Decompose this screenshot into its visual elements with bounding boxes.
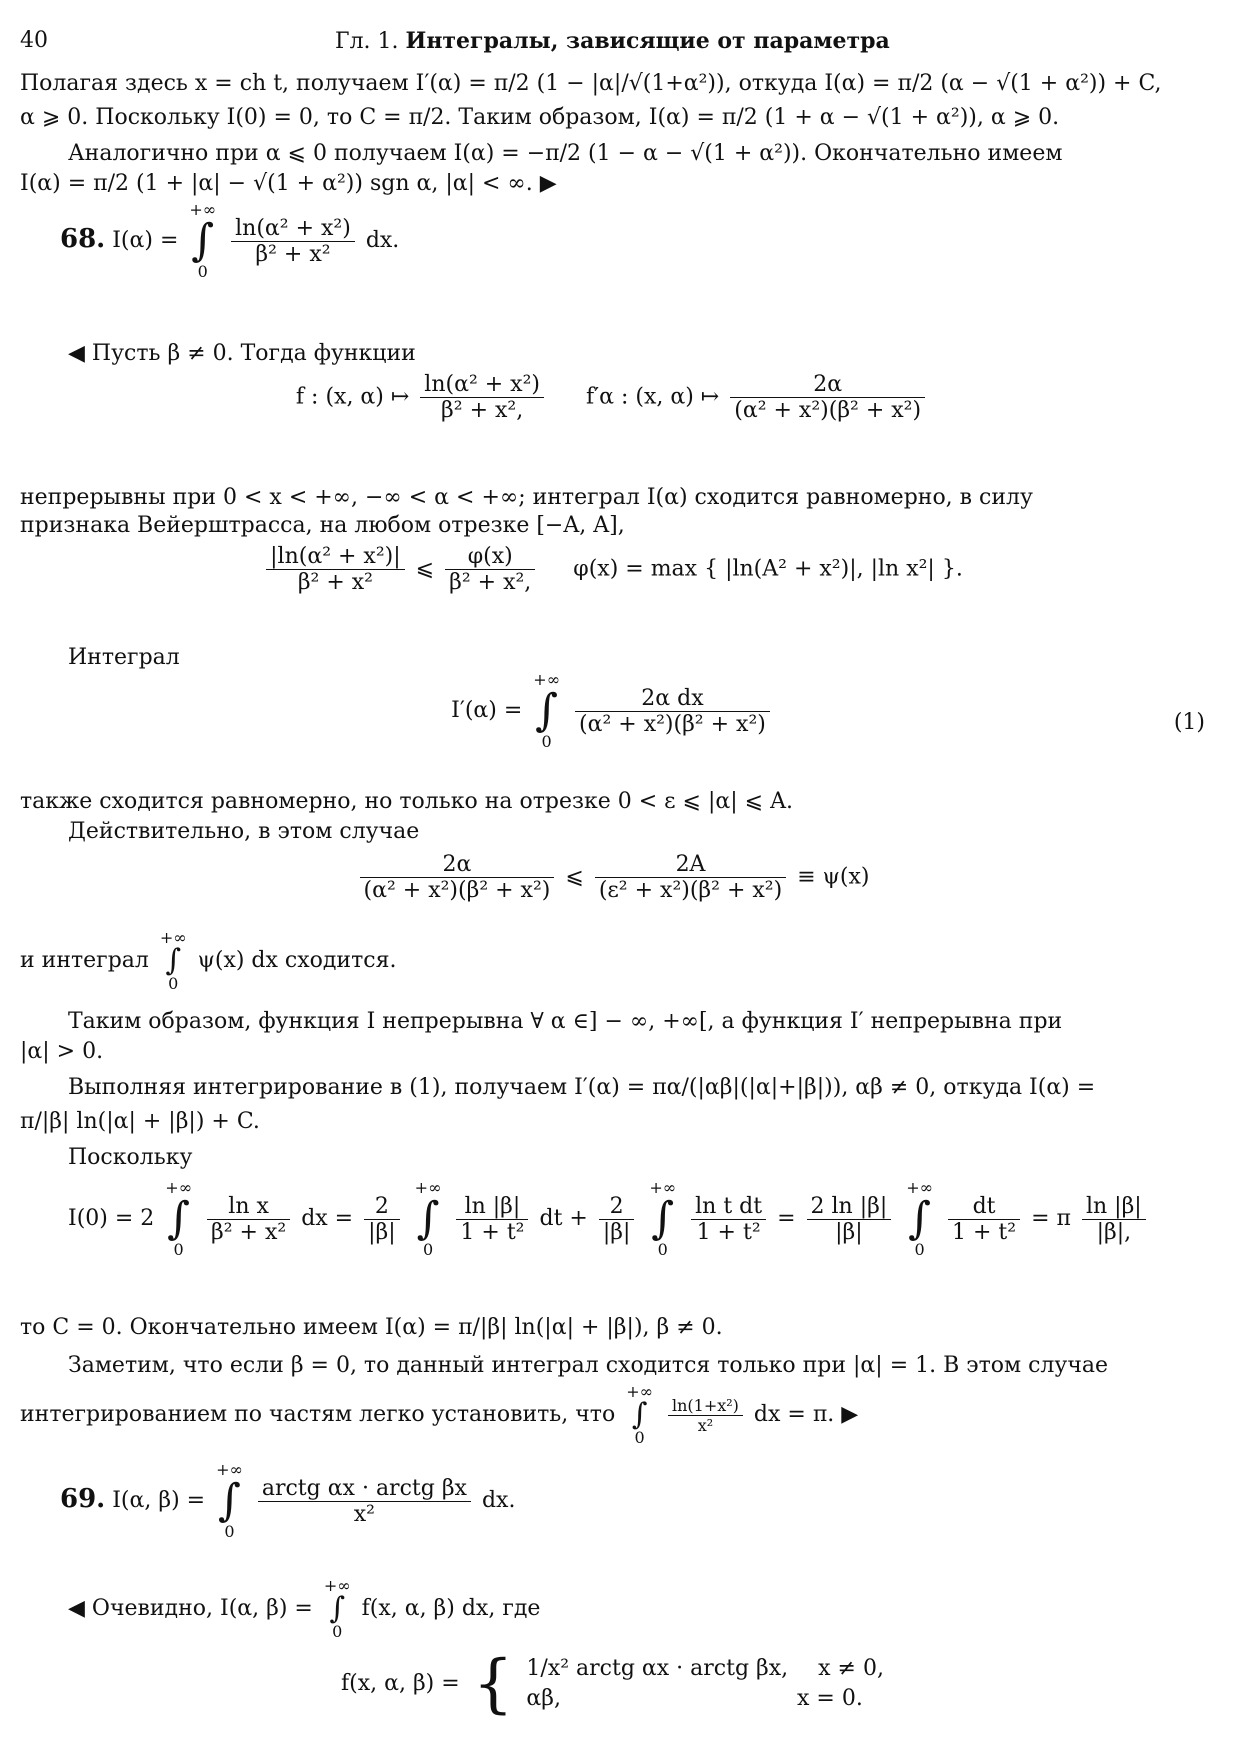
text-line: α ⩾ 0. Поскольку I(0) = 0, то C = π/2. Таким образом, I(α) = π/2 (1 + α − √(1 + α²)), α ⩾ 0. <box>20 105 1060 130</box>
numerator: |ln(α² + x²)| <box>266 544 405 570</box>
numerator: dt <box>948 1194 1020 1220</box>
denominator: 1 + t² <box>460 1219 525 1245</box>
case-condition: x ≠ 0, <box>818 1656 884 1681</box>
integral-sign: +∞ ∫ 0 <box>189 200 217 281</box>
text: = <box>777 1206 796 1231</box>
fraction <box>456 1194 528 1245</box>
textbook-page <box>20 22 1205 1732</box>
text-line: также сходится равномерно, но только на отрезке 0 < ε ⩽ |α| ⩽ A. <box>20 789 793 814</box>
fraction <box>1082 1194 1146 1245</box>
upper-limit: +∞ <box>906 1178 933 1197</box>
text-line: Полагая здесь x = ch t, получаем I′(α) = π/2 (1 − |α|/√(1+α²)), откуда I(α) = π/2 (α − √(1 + α²)) + C, <box>20 71 1162 96</box>
lower-limit: 0 <box>168 974 179 993</box>
problem-69-statement <box>60 1462 515 1540</box>
fraction <box>445 544 535 595</box>
numerator: ln |β| <box>1082 1194 1146 1220</box>
note-integral-line <box>20 1384 858 1446</box>
denominator: (α² + x²)(β² + x²) <box>579 711 766 737</box>
integral-sign: +∞ ∫ 0 <box>533 670 561 751</box>
denominator: β² + x² <box>297 570 373 595</box>
solution-69-intro <box>68 1578 540 1640</box>
equation-lhs: I(α, β) = <box>112 1488 206 1513</box>
fraction <box>730 372 925 423</box>
lower-limit: 0 <box>224 1522 235 1541</box>
integral-sign: +∞ ∫ 0 <box>414 1178 442 1259</box>
text-line: Выполняя интегрирование в (1), получаем I′(α) = πα/(|αβ|(|α|+|β|)), αβ ≠ 0, откуда I(α) = <box>68 1075 1096 1100</box>
lower-limit: 0 <box>914 1240 925 1259</box>
equation-number: (1) <box>1173 710 1205 735</box>
lower-limit: 0 <box>332 1622 343 1641</box>
text: ψ(x) dx сходится. <box>197 948 397 973</box>
text: интегрированием по частям легко установить, что <box>20 1402 616 1427</box>
text-line: Интеграл <box>68 645 180 670</box>
numerator: 2α <box>360 852 555 878</box>
fraction <box>207 1194 290 1245</box>
text: = π <box>1031 1206 1071 1231</box>
upper-limit: +∞ <box>323 1576 351 1595</box>
text-line: Действительно, в этом случае <box>68 819 420 844</box>
differential: dx. <box>365 228 400 253</box>
fraction <box>595 852 786 903</box>
numerator: 2 <box>364 1194 400 1220</box>
numerator: ln x <box>207 1194 290 1220</box>
text-line: непрерывны при 0 < x < +∞, −∞ < α < +∞; интеграл I(α) сходится равномерно, в силу <box>20 485 1033 510</box>
fraction <box>258 1476 471 1527</box>
running-header <box>20 28 1205 62</box>
lower-limit: 0 <box>657 1240 668 1259</box>
numerator: ln t dt <box>691 1194 766 1220</box>
denominator: (ε² + x²)(β² + x²) <box>598 878 783 903</box>
chapter-header <box>335 28 890 54</box>
fraction <box>668 1396 743 1435</box>
numerator: ln(α² + x²) <box>231 216 355 242</box>
chapter-label: Гл. 1. <box>335 29 399 54</box>
integral-sign: +∞ ∫ 0 <box>323 1576 351 1641</box>
lower-limit: 0 <box>634 1428 645 1447</box>
weierstrass-bound <box>20 544 1205 595</box>
integral-sign: +∞ ∫ 0 <box>165 1178 193 1259</box>
numerator: ln(α² + x²) <box>420 372 544 398</box>
upper-limit: +∞ <box>414 1178 442 1197</box>
numerator: 2 ln |β| <box>807 1194 892 1220</box>
numerator: 2α <box>730 372 925 398</box>
denominator: |β| <box>835 1219 863 1245</box>
le-sign: ⩽ <box>565 864 584 890</box>
fraction <box>691 1194 766 1245</box>
text-line: признака Вейерштрасса, на любом отрезке [−A, A], <box>20 513 625 538</box>
text-line: Поскольку <box>68 1145 193 1170</box>
denominator: x² <box>353 1501 375 1527</box>
numerator: 2α dx <box>575 686 770 712</box>
integral-sign: +∞ ∫ 0 <box>626 1382 653 1447</box>
equation-lhs: I(0) = 2 <box>68 1206 155 1231</box>
dominating-estimate <box>20 852 1205 903</box>
case-expression: αβ, <box>526 1686 561 1711</box>
numerator: arctg αx · arctg βx <box>258 1476 471 1502</box>
integral-sign: +∞ ∫ 0 <box>159 928 187 993</box>
upper-limit: +∞ <box>649 1178 677 1197</box>
lower-limit: 0 <box>422 1240 434 1259</box>
differential: dx. <box>481 1488 516 1513</box>
numerator: ln(1+x²) <box>668 1396 743 1416</box>
psi-def: ≡ ψ(x) <box>797 864 870 890</box>
cases <box>526 1654 884 1714</box>
problem-number: 69. <box>60 1484 106 1514</box>
integral-sign: +∞ ∫ 0 <box>216 1460 243 1541</box>
text-line: Таким образом, функция I непрерывна ∀ α ∈] − ∞, +∞[, а функция I′ непрерывна при <box>68 1009 1063 1034</box>
upper-limit: +∞ <box>165 1178 193 1197</box>
case-expression: 1/x² arctg αx · arctg βx, <box>526 1656 789 1681</box>
denominator: β² + x², <box>441 398 524 423</box>
le-sign: ⩽ <box>415 556 435 582</box>
text: ◀ Очевидно, I(α, β) = <box>68 1596 313 1621</box>
denominator: β² + x² <box>255 241 331 267</box>
case-condition: x = 0. <box>797 1686 863 1711</box>
integral-sign: +∞ ∫ 0 <box>649 1178 677 1259</box>
text: dt + <box>539 1206 588 1231</box>
denominator: 1 + t² <box>696 1219 761 1245</box>
denominator: β² + x² <box>211 1219 287 1245</box>
upper-limit: +∞ <box>626 1382 653 1401</box>
i0-computation <box>68 1180 1150 1258</box>
function-definitions <box>20 372 1205 423</box>
fraction <box>599 1194 635 1245</box>
denominator: 1 + t² <box>952 1219 1017 1245</box>
denominator: |β| <box>368 1219 396 1245</box>
text: f(x, α, β) dx, где <box>361 1596 541 1621</box>
lower-limit: 0 <box>173 1240 184 1259</box>
fraction <box>948 1194 1020 1245</box>
fraction <box>420 372 544 423</box>
fraction <box>807 1194 892 1245</box>
phi-definition: φ(x) = max { |ln(A² + x²)|, |ln x²| }. <box>573 556 963 582</box>
denominator: (α² + x²)(β² + x²) <box>363 878 551 903</box>
upper-limit: +∞ <box>216 1460 243 1479</box>
numerator: φ(x) <box>445 544 535 570</box>
problem-number: 68. <box>60 224 106 254</box>
left-brace: { <box>472 1647 514 1721</box>
text: dx = π. ▶ <box>753 1402 859 1427</box>
equation-lhs: I(α) = <box>112 228 179 253</box>
text-line: I(α) = π/2 (1 + |α| − √(1 + α²)) sgn α, |α| < ∞. ▶ <box>20 171 557 196</box>
text-line: π/|β| ln(|α| + |β|) + C. <box>20 1109 260 1134</box>
denominator: |β|, <box>1096 1219 1132 1245</box>
denominator: (α² + x²)(β² + x²) <box>734 398 922 423</box>
fraction <box>364 1194 400 1245</box>
equation-lhs: f(x, α, β) = <box>341 1671 460 1696</box>
text-line: то C = 0. Окончательно имеем I(α) = π/|β| ln(|α| + |β|), β ≠ 0. <box>20 1315 723 1340</box>
upper-limit: +∞ <box>533 670 561 689</box>
fraction <box>266 544 405 595</box>
numerator: 2A <box>595 852 786 878</box>
fraction <box>575 686 770 737</box>
psi-integral-line <box>20 930 396 992</box>
chapter-title: Интегралы, зависящие от параметра <box>405 28 890 54</box>
upper-limit: +∞ <box>159 928 187 947</box>
numerator: 2 <box>599 1194 635 1220</box>
text-line: Заметим, что если β = 0, то данный интеграл сходится только при |α| = 1. В этом случае <box>68 1353 1109 1378</box>
page-number: 40 <box>20 28 48 53</box>
upper-limit: +∞ <box>189 200 217 219</box>
integral-sign: +∞ ∫ 0 <box>906 1178 933 1259</box>
equation-1 <box>20 672 1205 750</box>
lower-limit: 0 <box>197 262 208 281</box>
fa-lhs: f′α : (x, α) ↦ <box>586 384 720 410</box>
text: и интеграл <box>20 948 149 973</box>
numerator: ln |β| <box>456 1194 528 1220</box>
problem-68-statement <box>60 202 399 280</box>
solution-intro: ◀ Пусть β ≠ 0. Тогда функции <box>68 341 416 366</box>
text-line: |α| > 0. <box>20 1039 104 1064</box>
denominator: x² <box>697 1415 714 1435</box>
equation-lhs: I′(α) = <box>451 698 523 723</box>
fraction <box>231 216 355 267</box>
text: dx = <box>301 1206 354 1231</box>
lower-limit: 0 <box>541 732 552 751</box>
text-line: Аналогично при α ⩽ 0 получаем I(α) = −π/2 (1 − α − √(1 + α²)). Окончательно имеем <box>68 141 1063 166</box>
f-lhs: f : (x, α) ↦ <box>295 384 410 410</box>
denominator: β² + x², <box>449 570 532 595</box>
piecewise-definition <box>20 1647 1205 1721</box>
denominator: |β| <box>602 1219 631 1245</box>
fraction <box>360 852 555 903</box>
